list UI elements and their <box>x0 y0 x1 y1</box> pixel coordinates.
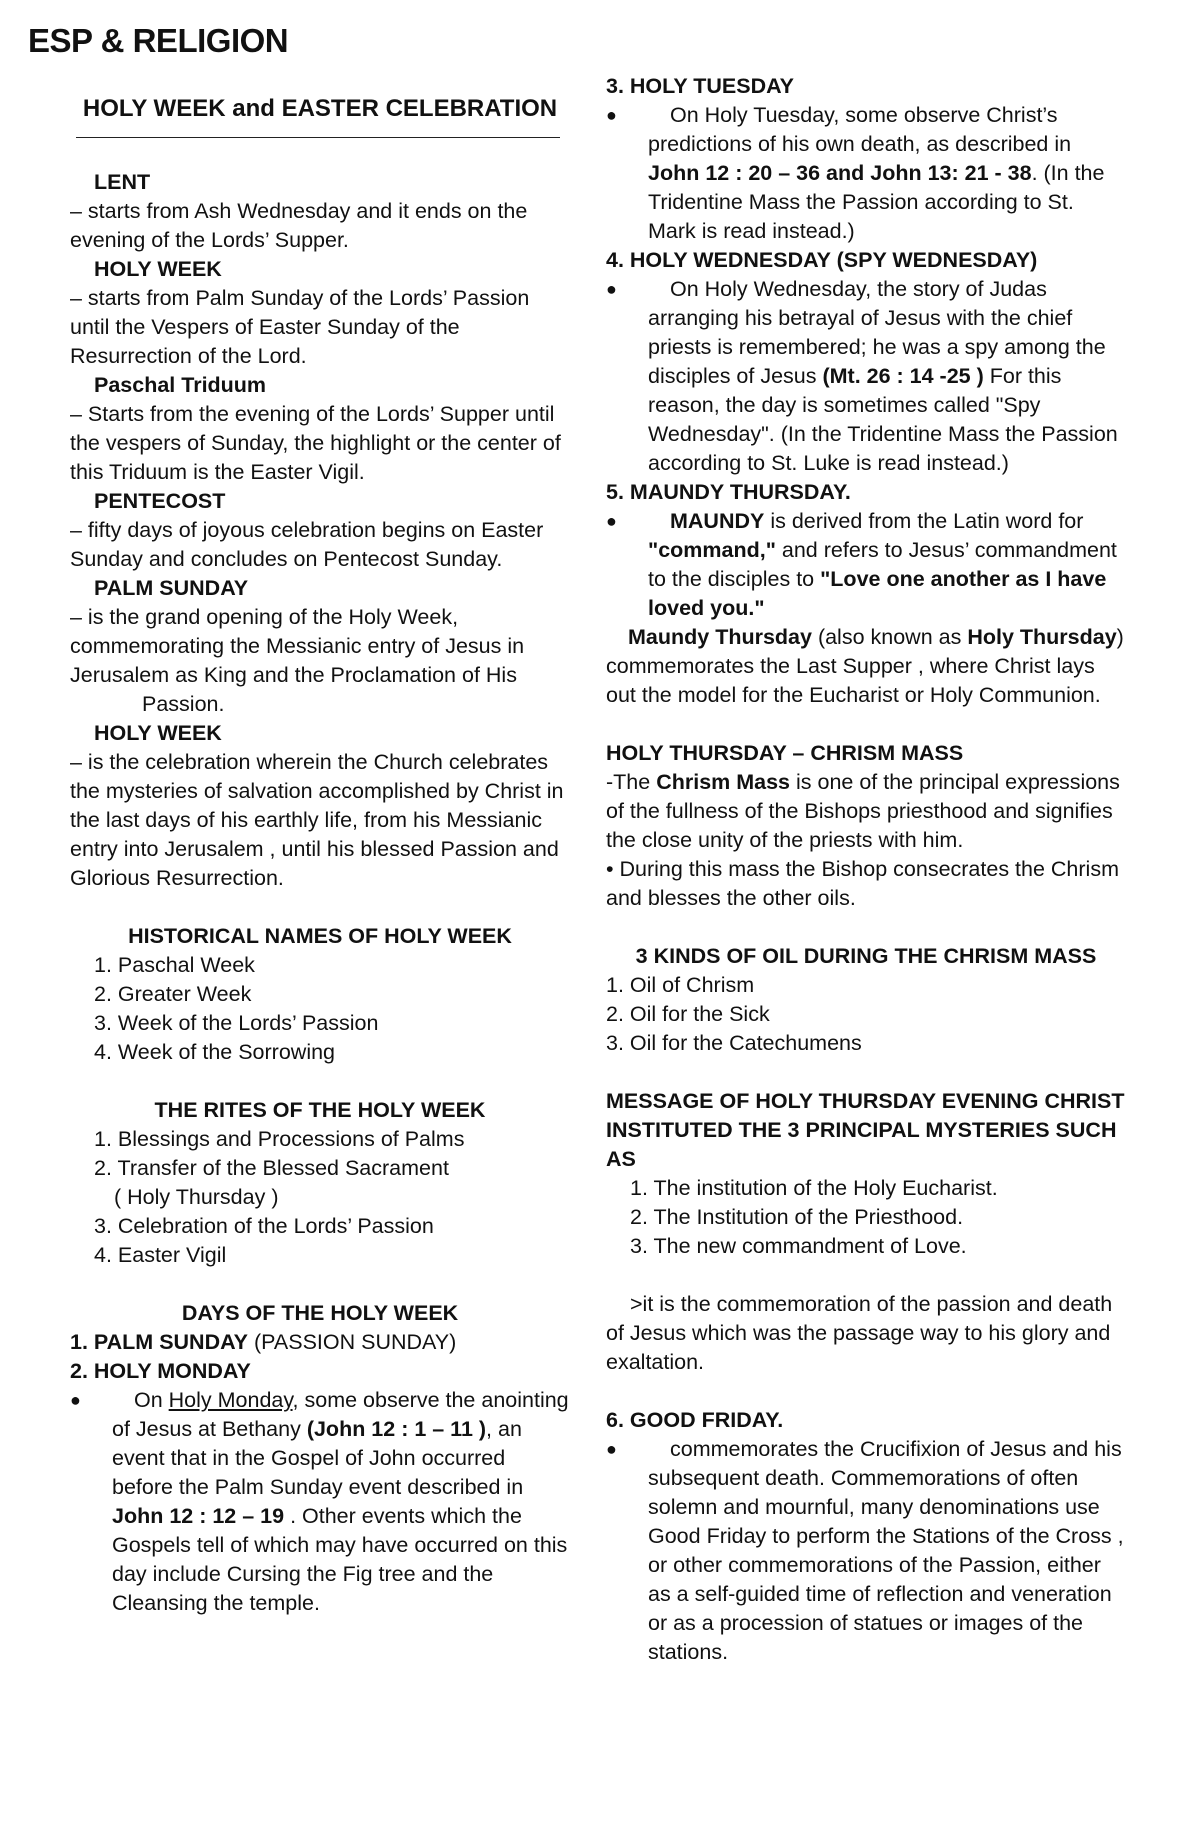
holy-week-definition: – starts from Palm Sunday of the Lords’ Passion until the Vespers of Easter Sunday of the Resurrection of the Lord. <box>70 286 530 368</box>
holy-week-term-2: HOLY WEEK <box>94 721 222 745</box>
list-item: 1. Blessings and Processions of Palms <box>94 1127 465 1151</box>
list-item: 1. Paschal Week <box>94 953 255 977</box>
palm-sunday-definition: – is the grand opening of the Holy Week, commemorating the Messianic entry of Jesus in Jerusalem as King and the Proclamation of His <box>70 605 525 687</box>
commandment-quote: "Love one another as I have loved you." <box>648 567 1107 620</box>
list-item: 4. Week of the Sorrowing <box>94 1040 336 1064</box>
list-item: 3. Celebration of the Lords’ Passion <box>94 1214 434 1238</box>
bullet-icon: ● <box>606 105 617 125</box>
holy-tuesday-day: 3. HOLY TUESDAY <box>606 74 794 98</box>
text-run: commemorates the Crucifixion of Jesus and his subsequent death. Commemorations of often solemn and mournful, many denominations use Good Friday to perform the Stations of the Cross , or other commemorations of the Passion, either as a self-guided time of reflection and veneration or as a procession of statues or images of the stations. <box>648 1437 1124 1664</box>
list-item: 1. Oil of Chrism <box>606 973 755 997</box>
holy-week-celebration-definition: – is the celebration wherein the Church celebrates the mysteries of salvation accomplished by Christ in the last days of his earthly life, from his Messianic entry into Jerusalem , until his blessed Passion and Glorious Resurrection. <box>70 750 564 890</box>
holy-monday-underlined: Holy Monday <box>168 1388 293 1412</box>
left-column <box>70 94 570 1618</box>
bullet-icon: ● <box>606 1439 617 1459</box>
text-run: and refers to Jesus’ commandment to the disciples to <box>648 538 1117 591</box>
text-run: On Holy Tuesday, some observe Christ’s predictions of his own death, as described in <box>648 103 1072 156</box>
maundy-thursday-day: 5. MAUNDY THURSDAY. <box>606 480 851 504</box>
maundy-thursday-text <box>648 507 1126 623</box>
maundy-thursday-commemoration <box>606 623 1126 710</box>
page-title: ESP & RELIGION <box>28 22 289 59</box>
document-title: HOLY WEEK and EASTER CELEBRATION <box>82 95 558 122</box>
text-run: , some observe the anointing of Jesus at Bethany <box>112 1388 569 1441</box>
paschal-triduum-term: Paschal Triduum <box>94 373 267 397</box>
title-underline <box>76 131 560 138</box>
bullet-icon: ● <box>70 1390 81 1410</box>
list-item: 3. Oil for the Catechumens <box>606 1031 862 1055</box>
text-run: -The <box>606 770 657 794</box>
commemoration-note: >it is the commemoration of the passion and death of Jesus which was the passage way to his glory and exaltation. <box>606 1292 1113 1374</box>
good-friday-bullet-item <box>606 1435 1126 1667</box>
palm-sunday-day <box>70 1328 570 1357</box>
scripture-reference: John 12 : 12 – 19 <box>112 1504 285 1528</box>
holy-wednesday-bullet-item <box>606 275 1126 478</box>
list-item: 2. Greater Week <box>94 982 252 1006</box>
day-number-label: 1. PALM SUNDAY <box>70 1330 249 1354</box>
holy-monday-day: 2. HOLY MONDAY <box>70 1359 251 1383</box>
chrism-mass-text <box>606 768 1126 855</box>
chrism-mass-heading: HOLY THURSDAY – CHRISM MASS <box>606 741 964 765</box>
scripture-reference: John 12 : 20 – 36 and John 13: 21 - 38 <box>648 161 1032 185</box>
list-item: 2. The Institution of the Priesthood. <box>630 1205 964 1229</box>
scripture-reference: (Mt. 26 : 14 -25 ) <box>822 364 984 388</box>
message-heading: MESSAGE OF HOLY THURSDAY EVENING CHRIST INSTITUTED THE 3 PRINCIPAL MYSTERIES SUCH AS <box>606 1089 1125 1171</box>
list-item: 2. Transfer of the Blessed Sacrament <box>94 1156 449 1180</box>
holy-tuesday-bullet-item <box>606 101 1126 246</box>
text-run: is derived from the Latin word for <box>764 509 1084 533</box>
list-item-continuation: ( Holy Thursday ) <box>114 1185 279 1209</box>
text-run: On <box>134 1388 169 1412</box>
holy-tuesday-text <box>648 101 1126 246</box>
pentecost-definition: – fifty days of joyous celebration begins on Easter Sunday and concludes on Pentecost Sunday. <box>70 518 544 571</box>
holy-monday-text <box>112 1386 570 1618</box>
maundy-word: MAUNDY <box>670 509 765 533</box>
holy-monday-bullet-item <box>70 1386 570 1618</box>
chrism-mass-bullet: • During this mass the Bishop consecrates the Chrism and blesses the other oils. <box>606 857 1119 910</box>
text-run: For this reason, the day is sometimes called "Spy Wednesday". (In the Tridentine Mass the Passion according to St. Luke is read instead.) <box>648 364 1118 475</box>
chrism-mass-term: Chrism Mass <box>656 770 791 794</box>
text-run: On Holy Wednesday, the story of Judas arranging his betrayal of Jesus with the chief priests is remembered; he was a spy among the disciples of Jesus <box>648 277 1106 388</box>
list-item: 3. The new commandment of Love. <box>630 1234 967 1258</box>
lent-definition: – starts from Ash Wednesday and it ends on the evening of the Lords’ Supper. <box>70 199 528 252</box>
maundy-thursday-bullet-item <box>606 507 1126 623</box>
holy-wednesday-day: 4. HOLY WEDNESDAY (SPY WEDNESDAY) <box>606 248 1038 272</box>
text-run: ) commemorates the Last Supper , where Christ lays out the model for the Eucharist or Holy Communion. <box>606 625 1124 707</box>
holy-thursday-term: Holy Thursday <box>967 625 1117 649</box>
pentecost-term: PENTECOST <box>94 489 226 513</box>
text-run: (also known as <box>811 625 968 649</box>
bullet-icon: ● <box>606 511 617 531</box>
paschal-triduum-definition: – Starts from the evening of the Lords’ Supper until the vespers of Sunday, the highlight or the center of this Triduum is the Easter Vigil. <box>70 402 561 484</box>
text-run: , an event that in the Gospel of John occurred before the Palm Sunday event described in <box>112 1417 524 1499</box>
maundy-thursday-term: Maundy Thursday <box>628 625 812 649</box>
list-item: 4. Easter Vigil <box>94 1243 227 1267</box>
text-run: . (In the Tridentine Mass the Passion according to St. Mark is read instead.) <box>648 161 1105 243</box>
good-friday-text <box>648 1435 1126 1667</box>
scripture-reference: (John 12 : 1 – 11 ) <box>306 1417 487 1441</box>
right-column <box>606 72 1126 1667</box>
day-alt-name: (PASSION SUNDAY) <box>248 1330 457 1354</box>
holy-week-term: HOLY WEEK <box>94 257 222 281</box>
command-word: "command," <box>648 538 776 562</box>
list-item: 2. Oil for the Sick <box>606 1002 770 1026</box>
oils-heading: 3 KINDS OF OIL DURING THE CHRISM MASS <box>635 944 1097 968</box>
days-heading: DAYS OF THE HOLY WEEK <box>181 1301 459 1325</box>
palm-sunday-term: PALM SUNDAY <box>94 576 249 600</box>
good-friday-day: 6. GOOD FRIDAY. <box>606 1408 784 1432</box>
list-item: 3. Week of the Lords’ Passion <box>94 1011 379 1035</box>
lent-term: LENT <box>94 170 151 194</box>
text-run: is one of the principal expressions of the fullness of the Bishops priesthood and signifies the close unity of the priests with him. <box>606 770 1120 852</box>
holy-wednesday-text <box>648 275 1126 478</box>
bullet-icon: ● <box>606 279 617 299</box>
historical-names-heading: HISTORICAL NAMES OF HOLY WEEK <box>128 924 512 948</box>
list-item: 1. The institution of the Holy Eucharist. <box>630 1176 998 1200</box>
text-run: . Other events which the Gospels tell of which may have occurred on this day include Cursing the Fig tree and the Cleansing the temple. <box>112 1504 568 1615</box>
rites-heading: THE RITES OF THE HOLY WEEK <box>154 1098 486 1122</box>
palm-sunday-definition-tail: Passion. <box>142 692 225 716</box>
